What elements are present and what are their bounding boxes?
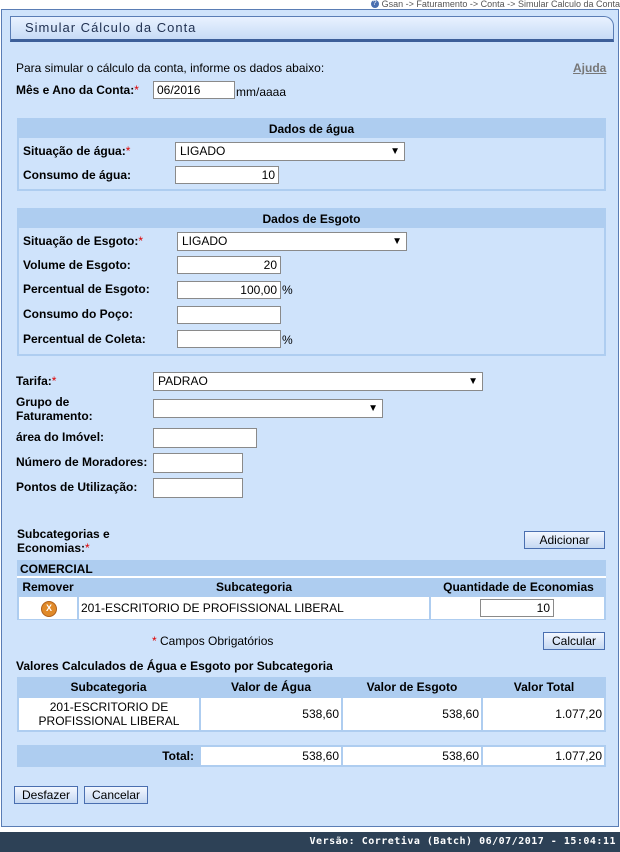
- total-valor-agua: 538,60: [201, 747, 341, 765]
- table-row-subcategoria: 201-ESCRITORIO DE PROFISSIONAL LIBERAL: [79, 597, 429, 619]
- calcular-button[interactable]: Calcular: [543, 632, 605, 650]
- percentual-esgoto-sign: %: [282, 283, 293, 297]
- moradores-label: Número de Moradores:: [16, 455, 148, 469]
- table-row-remove-cell: [19, 597, 77, 619]
- chevron-down-icon: ▼: [392, 236, 402, 247]
- adicionar-button[interactable]: Adicionar: [524, 531, 605, 549]
- pontos-label: Pontos de Utilização:: [16, 480, 138, 494]
- total-label: Total:: [162, 749, 194, 763]
- moradores-input[interactable]: [153, 453, 243, 473]
- esgoto-header: Dados de Esgoto: [19, 210, 604, 228]
- main-panel: [1, 9, 619, 827]
- breadcrumb: [0, 0, 620, 9]
- mes-ano-format: mm/aaaa: [236, 85, 287, 99]
- table-row-valor-agua: 538,60: [201, 698, 341, 730]
- table-row-valor-total: 1.077,20: [483, 698, 604, 730]
- area-label: área do Imóvel:: [16, 430, 105, 444]
- percentual-coleta-sign: %: [282, 333, 293, 347]
- title-bar: [10, 16, 614, 42]
- subcategorias-label-line2: Economias:*: [17, 541, 90, 555]
- col-remover: Remover: [22, 580, 74, 594]
- total-valor-esgoto: 538,60: [343, 747, 481, 765]
- table-row-quantidade-cell: [431, 597, 604, 619]
- subcategorias-label-line1: Subcategorias e: [17, 527, 110, 541]
- situacao-esgoto-label: Situação de Esgoto:*: [23, 234, 144, 248]
- remove-icon[interactable]: X: [41, 601, 57, 617]
- table-divider: [17, 576, 606, 578]
- valores-total-row: [17, 745, 606, 767]
- agua-header: Dados de água: [19, 120, 604, 138]
- help-link[interactable]: Ajuda: [573, 61, 607, 75]
- consumo-agua-input[interactable]: [175, 166, 279, 184]
- percentual-coleta-input[interactable]: [177, 330, 281, 348]
- col-subcategoria: Subcategoria: [70, 680, 147, 694]
- volume-esgoto-label: Volume de Esgoto:: [23, 258, 131, 272]
- mes-ano-label: Mês e Ano da Conta:*: [16, 83, 139, 97]
- col-valor-total: Valor Total: [513, 680, 575, 694]
- grupo-label-line2: Faturamento:: [16, 409, 93, 423]
- consumo-poco-input[interactable]: [177, 306, 281, 324]
- consumo-agua-label: Consumo de água:: [23, 168, 132, 182]
- page-title: Simular Cálculo da Conta: [25, 20, 197, 35]
- subcategoria-group: COMERCIAL: [20, 562, 93, 576]
- chevron-down-icon: ▼: [368, 403, 378, 414]
- valores-title: Valores Calculados de Água e Esgoto por Subcategoria: [16, 659, 333, 673]
- chevron-down-icon: ▼: [390, 146, 400, 157]
- situacao-agua-select[interactable]: LIGADO ▼: [175, 142, 405, 161]
- table-row-valor-esgoto: 538,60: [343, 698, 481, 730]
- percentual-esgoto-label: Percentual de Esgoto:: [23, 282, 150, 296]
- col-subcategoria: Subcategoria: [215, 580, 293, 594]
- cancelar-button[interactable]: Cancelar: [84, 786, 148, 804]
- intro-text: Para simular o cálculo da conta, informe os dados abaixo:: [16, 61, 325, 75]
- grupo-label-line1: Grupo de: [16, 395, 70, 409]
- situacao-agua-label: Situação de água:*: [23, 144, 131, 158]
- situacao-esgoto-select[interactable]: LIGADO ▼: [177, 232, 407, 251]
- required-note: * Campos Obrigatórios: [152, 634, 274, 648]
- table-row-subcategoria: 201-ESCRITORIO DE PROFISSIONAL LIBERAL: [19, 698, 199, 730]
- tarifa-select[interactable]: PADRAO ▼: [153, 372, 483, 391]
- area-input[interactable]: [153, 428, 257, 448]
- col-quantidade: Quantidade de Economias: [443, 580, 594, 594]
- percentual-esgoto-input[interactable]: [177, 281, 281, 299]
- percentual-coleta-label: Percentual de Coleta:: [23, 332, 146, 346]
- version-footer: Versão: Corretiva (Batch) 06/07/2017 - 15:04:11: [0, 832, 620, 852]
- breadcrumb-text: Gsan -> Faturamento -> Conta -> Simular Calculo da Conta: [381, 0, 620, 9]
- pontos-input[interactable]: [153, 478, 243, 498]
- mes-ano-input[interactable]: [153, 81, 235, 99]
- col-valor-agua: Valor de Água: [230, 680, 312, 694]
- desfazer-button[interactable]: Desfazer: [14, 786, 78, 804]
- chevron-down-icon: ▼: [468, 376, 478, 387]
- help-icon[interactable]: ?: [371, 0, 379, 8]
- valores-table: [17, 677, 606, 732]
- tarifa-label: Tarifa:*: [16, 374, 57, 388]
- grupo-select[interactable]: [153, 399, 383, 418]
- col-valor-esgoto: Valor de Esgoto: [366, 680, 458, 694]
- total-valor-total: 1.077,20: [483, 747, 604, 765]
- esgoto-section: [17, 208, 606, 356]
- consumo-poco-label: Consumo do Poço:: [23, 307, 133, 321]
- volume-esgoto-input[interactable]: [177, 256, 281, 274]
- quantidade-input[interactable]: [480, 599, 554, 617]
- subcategorias-table: [17, 560, 606, 620]
- agua-section: [17, 118, 606, 191]
